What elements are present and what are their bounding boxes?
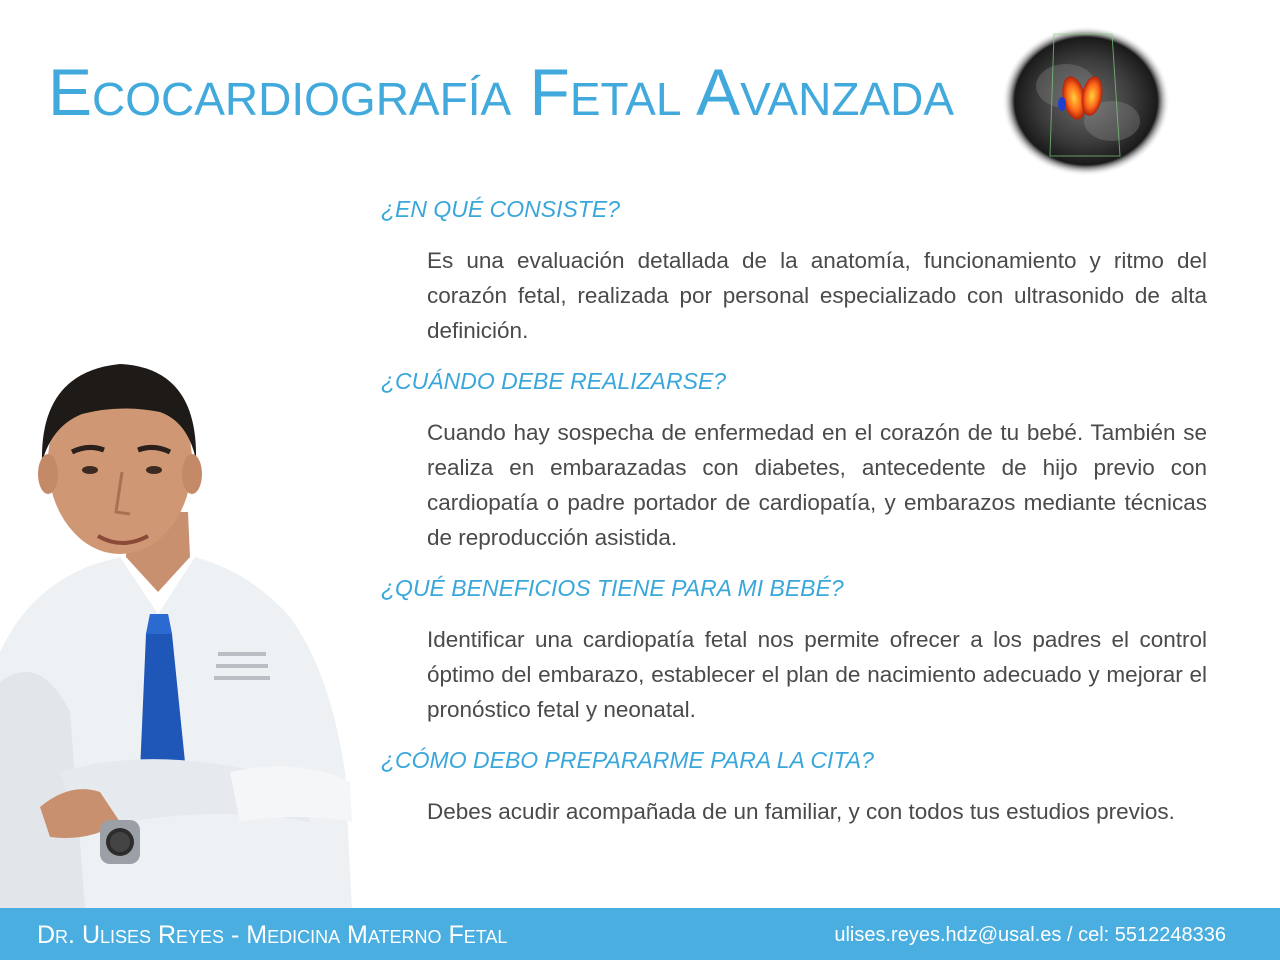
section-question: ¿QUÉ BENEFICIOS TIENE PARA MI BEBÉ? [381,575,844,601]
section-answer: Cuando hay sospecha de enfermedad en el corazón de tu bebé. También se realiza en embarazadas con diabetes, antecedente de hijo previo con cardiopatía o padre portador de cardiopatía, y embarazos mediante técnicas de reproducción asistida. [427,420,1207,550]
section-what [381,190,1207,348]
section-answer: Es una evaluación detallada de la anatomía, funcionamiento y ritmo del corazón fetal, realizada por personal especializado con ultrasonido de alta definición. [427,248,1207,343]
footer-bar [0,908,1280,960]
footer-contact: ulises.reyes.hdz@usal.es / cel: 5512248336 [834,924,1226,946]
section-answer: Debes acudir acompañada de un familiar, y con todos tus estudios previos. [427,799,1175,824]
section-benefits [381,569,1207,727]
section-question: ¿CÓMO DEBO PREPARARME PARA LA CITA? [381,747,874,773]
ultrasound-image [1002,26,1170,176]
section-question: ¿EN QUÉ CONSISTE? [381,196,620,222]
section-preparation [381,741,1207,829]
content-area [381,190,1207,843]
footer-doctor-name: Dr. Ulises Reyes - Medicina Materno Fetal [37,921,508,949]
doctor-portrait-image [0,352,352,908]
section-question: ¿CUÁNDO DEBE REALIZARSE? [381,368,727,394]
section-answer: Identificar una cardiopatía fetal nos permite ofrecer a los padres el control óptimo del embarazo, establecer el plan de nacimiento adecuado y mejorar el pronóstico fetal y neonatal. [427,627,1207,722]
section-when [381,362,1207,555]
page-title: Ecocardiografía Fetal Avanzada [48,55,955,129]
